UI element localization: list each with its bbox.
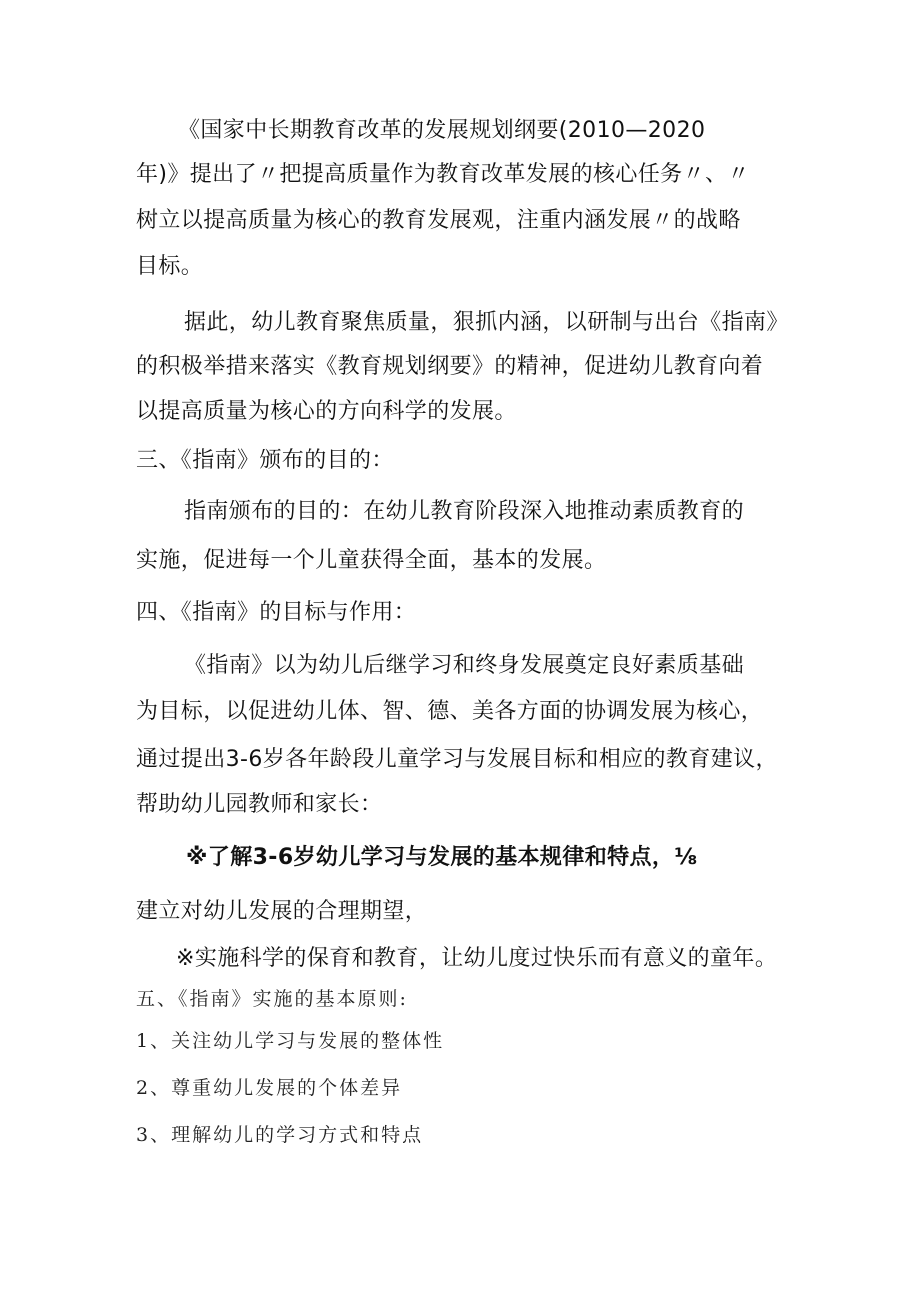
paragraph2-line2: 的积极举措来落实《教育规划纲要》的精神，促进幼儿教育向着 <box>136 354 764 379</box>
paragraph1-line3: 树立以提高质量为核心的教育发展观，注重内涵发展〃的战略 <box>136 208 741 233</box>
section5-item-2: 2、尊重幼儿发展的个体差异 <box>136 1077 403 1099</box>
paragraph1-line1: 《国家中长期教育改革的发展规划纲要(2010—2020 <box>178 118 706 143</box>
section3-line2: 实施，促进每一个儿童获得全面，基本的发展。 <box>136 548 607 573</box>
section4-line3: 通过提出3-6岁各年龄段儿童学习与发展目标和相应的教育建议， <box>136 747 778 772</box>
paragraph2-line3: 以提高质量为核心的方向科学的发展。 <box>136 399 517 424</box>
section4-bullet1-line1: ※了解3-6岁幼儿学习与发展的基本规律和特点，⅛ <box>186 845 698 870</box>
section4-line1: 《指南》以为幼儿后继学习和终身发展奠定良好素质基础 <box>184 653 745 678</box>
section3-heading: 三、《指南》颁布的目的： <box>136 448 394 473</box>
section5-heading: 五、《指南》实施的基本原则: <box>136 988 408 1010</box>
section5-item-1: 1、关注幼儿学习与发展的整体性 <box>136 1030 445 1052</box>
paragraph2-line1: 据此，幼儿教育聚焦质量，狠抓内涵，以研制与出台《指南》 <box>184 310 789 335</box>
section3-line1: 指南颁布的目的：在幼儿教育阶段深入地推动素质教育的 <box>184 499 745 524</box>
section4-bullet2: ※实施科学的保育和教育，让幼儿度过快乐而有意义的童年。 <box>176 946 778 971</box>
section4-heading: 四、《指南》的目标与作用： <box>136 600 417 625</box>
section4-line2: 为目标，以促进幼儿体、智、德、美各方面的协调发展为核心， <box>136 699 764 724</box>
section4-line4: 帮助幼儿园教师和家长： <box>136 792 383 817</box>
section4-bullet1-line2: 建立对幼儿发展的合理期望， <box>136 899 428 924</box>
paragraph1-line4: 目标。 <box>136 254 204 279</box>
section5-item-3: 3、理解幼儿的学习方式和特点 <box>136 1124 424 1146</box>
paragraph1-line2: 年)》提出了〃把提高质量作为教育改革发展的核心任务〃、〃 <box>136 162 750 187</box>
